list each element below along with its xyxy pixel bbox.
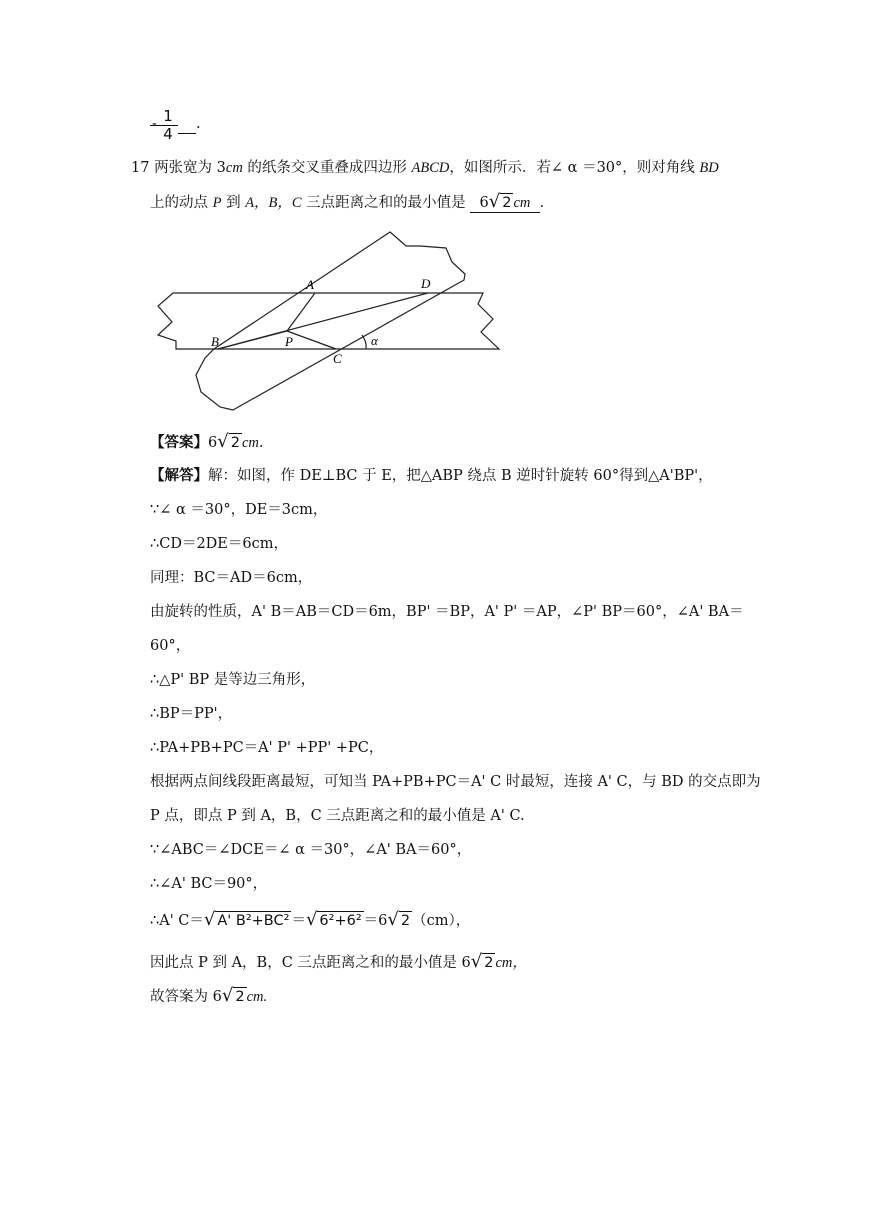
problem-line-1: 17 两张宽为 3cm 的纸条交叉重叠成四边形 ABCD，如图所示．若∠ α ＝30°，则对角线 BD [131, 160, 719, 176]
solution-line-7: ∴△P' BP 是等边三角形， [150, 672, 316, 688]
solution-line-16: 故答案为 6 √ 2 cm. [150, 985, 268, 1006]
solution-line-4: 同理：BC＝AD＝6cm， [150, 570, 313, 586]
solution-line-15: 因此点 P 到 A，B，C 三点距离之和的最小值是 6 √ 2 cm， [150, 951, 527, 972]
solution-line-2: ∵∠ α ＝30°，DE＝3cm， [150, 502, 328, 518]
fraction-tail: . [178, 114, 201, 134]
label-A: A [306, 277, 314, 292]
solution-line-10: 根据两点间线段距离最短，可知当 PA+PB+PC＝A' C 时最短，连接 A' C，与 BD 的交点即为 [150, 774, 761, 790]
solution-tag: 【解答】 [150, 467, 208, 484]
solution-line-3: ∴CD＝2DE＝6cm， [150, 536, 288, 552]
slanted-strip [196, 232, 465, 410]
problem-line-2: 上的动点 P 到 A，B，C 三点距离之和的最小值是 6 √ 2 cm ． [150, 191, 555, 212]
label-alpha: α [371, 333, 378, 348]
label-D: D [421, 276, 431, 291]
answer-line: 【答案】6 √ 2 cm. [150, 431, 264, 452]
fraction-denominator: 4 [163, 125, 173, 143]
solution-line-6: 60°， [150, 638, 191, 654]
solution-line-14: ∴A' C＝ √ A' B²+BC² ＝ √ 6²+6² ＝6 √ 2 （cm）， [150, 909, 471, 930]
solution-line-11: P 点，即点 P 到 A，B，C 三点距离之和的最小值是 A' C. [150, 808, 525, 824]
horizontal-strip [158, 293, 499, 349]
label-C: C [333, 351, 342, 366]
problem-number: 17 [131, 160, 150, 176]
solution-line-1: 【解答】解：如图，作 DE⊥BC 于 E，把△ABP 绕点 B 逆时针旋转 60°得到△A'BP'， [150, 467, 713, 484]
radical-2: √ 6²+6² [305, 909, 362, 930]
solution-line-12: ∵∠ABC＝∠DCE＝∠ α ＝30°，∠A' BA＝60°， [150, 842, 472, 858]
solution-line-5: 由旋转的性质，A' B＝AB＝CD＝6m，BP' ＝BP，A' P' ＝AP，∠P' BP＝60°，∠A' BA＝ [150, 604, 744, 620]
answer-tag: 【答案】 [150, 434, 208, 451]
radical-3: √ 2 [387, 909, 411, 930]
line-PC [287, 331, 336, 349]
answer-blank: 6 √ 2 cm [470, 192, 539, 213]
solution-line-13: ∴∠A' BC＝90°， [150, 876, 268, 892]
line-PA [287, 293, 315, 331]
fraction-numerator: 1 [163, 107, 173, 125]
radical-1: √ A' B²+BC² [203, 909, 290, 930]
fraction-sign: - [152, 116, 157, 132]
solution-line-9: ∴PA+PB+PC＝A' P' +PP' +PC， [150, 740, 384, 756]
label-P: P [285, 334, 293, 349]
label-B: B [211, 334, 219, 349]
solution-line-8: ∴BP＝PP'， [150, 706, 233, 722]
